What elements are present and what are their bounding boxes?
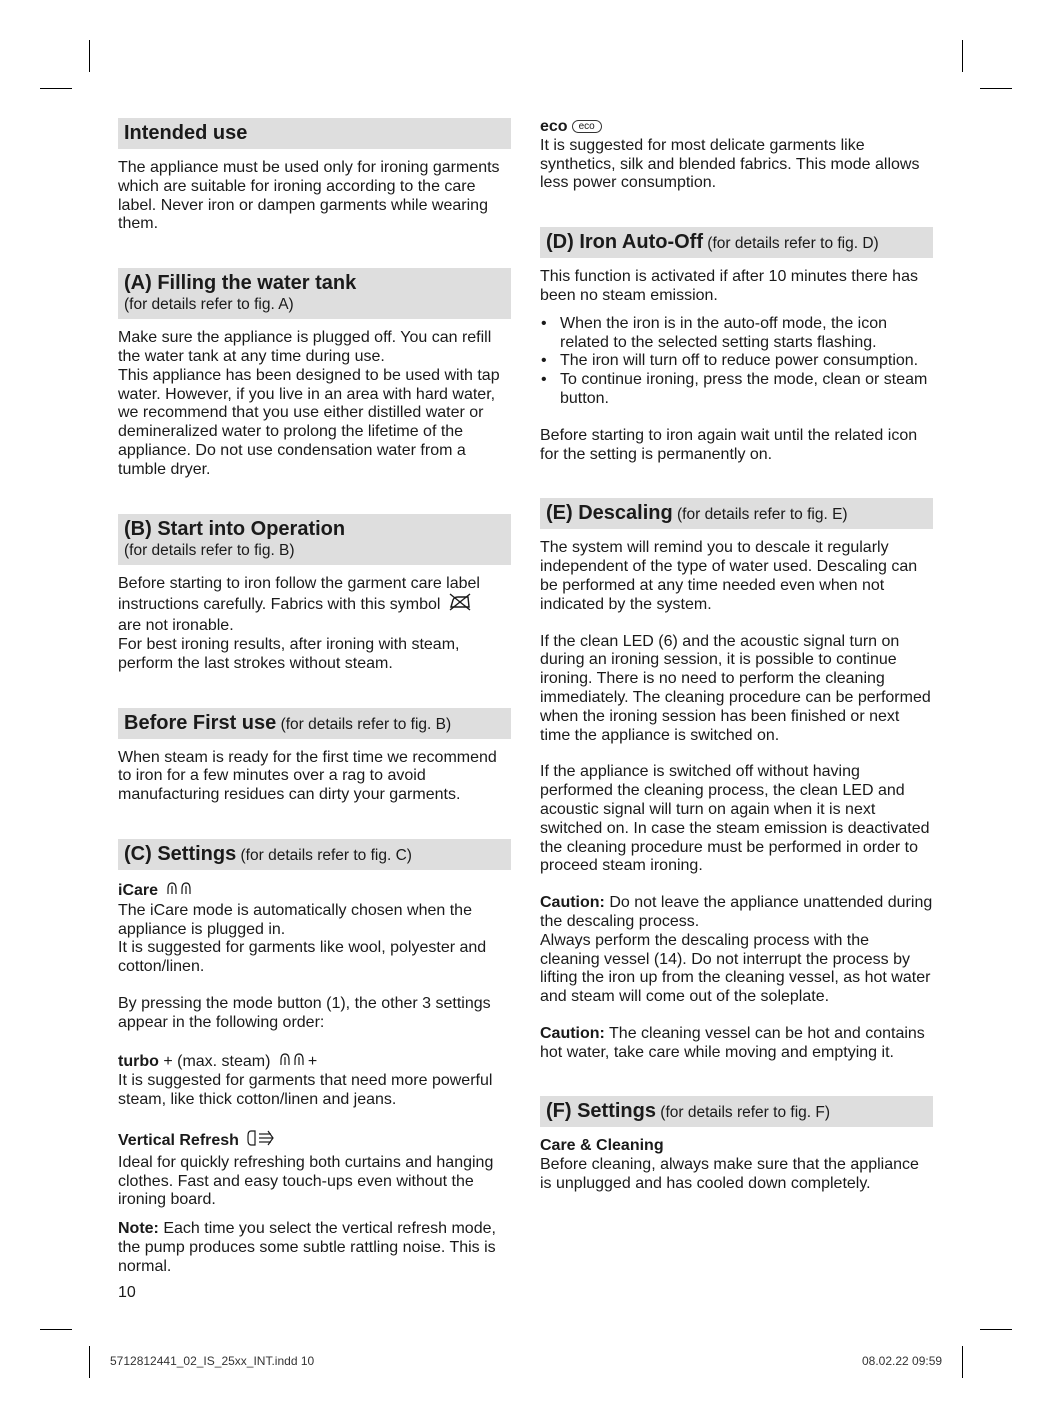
- section-intended-use: [118, 118, 511, 234]
- section-filling-water-tank: [118, 268, 511, 479]
- section-body: It is suggested for garments that need more powerful steam, like thick cotton/linen and jeans.: [118, 1072, 493, 1109]
- crop-mark: [980, 1329, 1012, 1330]
- section-title: (D) Iron Auto-Off: [546, 231, 703, 254]
- section-body: If the clean LED (6) and the acoustic signal turn on during an ironing session, it is possible to continue ironing. There is no need to perform the cleaning immediately. The cleaning procedure can be performed when the ironing session has been finished or next time the appliance is switched on.: [540, 632, 931, 744]
- section-title: (C) Settings: [124, 842, 237, 865]
- caution-paragraph: [540, 1025, 933, 1063]
- note-text: Each time you select the vertical refresh mode, the pump produces some subtle rattling noise. This is normal.: [118, 1220, 496, 1275]
- caution-text: The cleaning vessel can be hot and contains hot water, take care while moving and emptying it.: [540, 1024, 925, 1061]
- crop-mark: [89, 1346, 90, 1378]
- crop-mark: [40, 88, 72, 89]
- section-body: When steam is ready for the first time we recommend to iron for a few minutes over a rag to avoid manufacturing residues can dirty your garments.: [118, 748, 497, 804]
- section-note: (for details refer to fig. C): [236, 846, 412, 864]
- section-title: (A) Filling the water tank: [124, 272, 357, 295]
- section-title: (F) Settings: [546, 1100, 656, 1123]
- section-body: It is suggested for garments like wool, polyester and cotton/linen.: [118, 939, 487, 976]
- section-body: Make sure the appliance is plugged off. You can refill the water tank at any time during use.: [118, 329, 492, 365]
- section-header: [118, 268, 511, 319]
- eco-heading: [540, 118, 933, 137]
- right-column: [540, 118, 933, 1194]
- slug-date: 08.02.22 09:59: [862, 1354, 943, 1368]
- caution-text: Do not leave the appliance unattended during the descaling process.: [540, 894, 933, 930]
- section-body: The appliance must be used only for ironing garments which are suitable for ironing according to the care label. Never iron or dampen garments while wearing them.: [118, 159, 500, 233]
- section-body: By pressing the mode button (1), the other 3 settings appear in the following order:: [118, 994, 491, 1031]
- section-body: Before starting to iron again wait until the related icon for the setting is permanently on.: [540, 426, 918, 463]
- section-subtitle: (for details refer to fig. B): [124, 541, 295, 559]
- bullet-item: • When the iron is in the auto-off mode, the icon related to the selected setting starts flashing.: [540, 315, 933, 353]
- turbo-plus: +: [307, 1052, 318, 1070]
- section-auto-off: [540, 227, 933, 464]
- eco-icon: eco: [572, 120, 602, 133]
- crop-mark: [89, 40, 90, 72]
- page-number: 10: [118, 1284, 136, 1301]
- bullet-item: • The iron will turn off to reduce power consumption.: [540, 352, 933, 371]
- section-note: (for details refer to fig. E): [672, 506, 848, 524]
- care-heading: Care & Cleaning: [540, 1137, 664, 1155]
- note-paragraph: [118, 1220, 511, 1276]
- section-title: (B) Start into Operation: [124, 517, 346, 540]
- caution-label: Caution:: [540, 1024, 605, 1042]
- section-subtitle: (for details refer to fig. A): [124, 296, 294, 314]
- eco-label: eco: [540, 118, 568, 135]
- section-body: The iCare mode is automatically chosen when the appliance is plugged in.: [118, 901, 472, 938]
- section-header: [540, 1096, 933, 1127]
- section-body: It is suggested for most delicate garments like synthetics, silk and blended fabrics. This mode allows less power consumption.: [540, 136, 920, 192]
- section-body: Ideal for quickly refreshing both curtains and hanging clothes. Fast and easy touch-ups even without the ironing board.: [118, 1153, 494, 1209]
- section-title: (E) Descaling: [546, 502, 673, 525]
- section-start-operation: [118, 514, 511, 674]
- bullet-item: • To continue ironing, press the mode, clean or steam button.: [540, 371, 933, 409]
- section-header: [540, 227, 933, 258]
- icare-label: iCare: [118, 882, 159, 900]
- section-note: (for details refer to fig. B): [276, 715, 452, 733]
- section-settings-f: [540, 1096, 933, 1193]
- section-settings-c: [118, 839, 511, 1277]
- left-column: [118, 118, 511, 1276]
- crop-mark: [40, 1329, 72, 1330]
- vertical-heading: [118, 1128, 511, 1154]
- section-descaling: [540, 498, 933, 1062]
- note-label: Note:: [118, 1220, 159, 1238]
- section-body: For best ironing results, after ironing with steam, perform the last strokes without steam.: [118, 635, 460, 672]
- body-text: are not ironable.: [118, 617, 234, 635]
- section-note: (for details refer to fig. D): [702, 235, 879, 253]
- slug-filename: 5712812441_02_IS_25xx_INT.indd 10: [110, 1354, 315, 1368]
- section-title: Intended use: [124, 122, 248, 144]
- section-body: [118, 575, 511, 636]
- section-before-first-use: [118, 708, 511, 805]
- steam-icon: [278, 1051, 308, 1073]
- section-header: [118, 118, 511, 149]
- body-text: Before starting to iron follow the garment care label instructions carefully. Fabrics with this symbol: [118, 574, 480, 614]
- section-body: Before cleaning, always make sure that the appliance is unplugged and has cooled down completely.: [540, 1156, 919, 1193]
- steam-icon: [165, 880, 195, 902]
- section-header: [118, 514, 511, 565]
- section-body: If the appliance is switched off without having performed the cleaning process, the clean LED and acoustic signal will turn on again when it is next switched on. In case the steam emission is deactivated the cleaning procedure must be performed in order to proceed steam ironing.: [540, 763, 930, 875]
- section-body: This appliance has been designed to be used with tap water. However, if you live in an area with hard water, we recommend that you use either distilled water or demineralized water to prolong the lifetime of the appliance. Do not use condensation water from a tumble dryer.: [118, 366, 500, 478]
- section-body: The system will remind you to descale it regularly independent of the type of water used. Descaling can be performed at any time needed even when not indicated by the system.: [540, 539, 918, 613]
- section-body: This function is activated if after 10 minutes there has been no steam emission.: [540, 268, 918, 304]
- crop-mark: [980, 88, 1012, 89]
- auto-off-bullets: [540, 315, 933, 409]
- crop-mark: [962, 40, 963, 72]
- turbo-heading: [118, 1051, 511, 1073]
- turbo-text: + (max. steam): [158, 1052, 275, 1070]
- turbo-label: turbo: [118, 1052, 159, 1070]
- crop-mark: [962, 1346, 963, 1378]
- vertical-steam-icon: [246, 1128, 276, 1154]
- vertical-label: Vertical Refresh: [118, 1132, 239, 1150]
- section-body: Always perform the descaling process with the cleaning vessel (14). Do not interrupt the process by lifting the iron up from the cleaning vessel, as hot water and steam will come out of the soleplate.: [540, 931, 931, 1006]
- caution-label: Caution:: [540, 894, 605, 912]
- section-eco: [540, 118, 933, 193]
- section-note: (for details refer to fig. F): [656, 1104, 830, 1122]
- section-title: Before First use: [124, 711, 277, 734]
- do-not-iron-icon: [448, 593, 472, 617]
- section-header: [118, 708, 511, 739]
- section-header: [118, 839, 511, 870]
- caution-paragraph: [540, 894, 933, 932]
- section-header: [540, 498, 933, 529]
- icare-heading: [118, 880, 511, 902]
